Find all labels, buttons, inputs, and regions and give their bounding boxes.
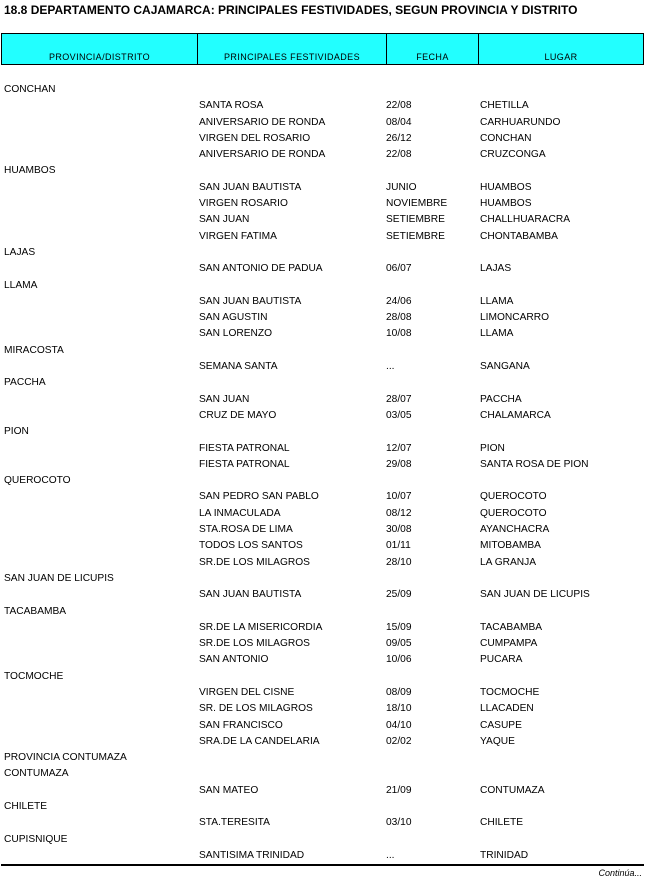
date-cell: 10/08 <box>386 328 412 340</box>
date-cell: 29/08 <box>386 458 412 470</box>
province-district-cell: TOCMOCHE <box>4 670 64 682</box>
place-cell: SAN JUAN DE LICUPIS <box>480 589 590 601</box>
date-cell: ... <box>386 849 395 861</box>
place-cell: LLACADEN <box>480 703 534 715</box>
festivity-cell: STA.ROSA DE LIMA <box>199 524 293 536</box>
place-cell: AYANCHACRA <box>480 524 550 536</box>
table-row <box>0 408 646 424</box>
date-cell: ... <box>386 361 395 373</box>
table-row <box>0 278 646 294</box>
place-cell: CHONTABAMBA <box>480 230 558 242</box>
table-row <box>0 799 646 815</box>
date-cell: 09/05 <box>386 638 412 650</box>
place-cell: CONCHAN <box>480 132 532 144</box>
table-row <box>0 815 646 831</box>
festivity-cell: VIRGEN ROSARIO <box>199 198 288 210</box>
festivity-cell: SAN MATEO <box>199 784 259 796</box>
date-cell: 22/08 <box>386 100 412 112</box>
province-district-cell: PACCHA <box>4 377 46 389</box>
province-district-cell: HUAMBOS <box>4 165 56 177</box>
date-cell: 06/07 <box>386 263 412 275</box>
header-provincia-distrito: PROVINCIA/DISTRITO <box>2 34 198 64</box>
table-row <box>0 734 646 750</box>
festivity-cell: SR.DE LA MISERICORDIA <box>199 621 323 633</box>
table-row <box>0 587 646 603</box>
table-row <box>0 98 646 114</box>
table-row <box>0 343 646 359</box>
place-cell: TRINIDAD <box>480 849 529 861</box>
place-cell: CRUZCONGA <box>480 149 546 161</box>
date-cell: 08/12 <box>386 507 412 519</box>
date-cell: 08/04 <box>386 116 412 128</box>
place-cell: SANGANA <box>480 361 530 373</box>
festivity-cell: SAN LORENZO <box>199 328 273 340</box>
table-row <box>0 294 646 310</box>
table-row <box>0 506 646 522</box>
table-row <box>0 261 646 277</box>
table-row <box>0 229 646 245</box>
province-district-cell: CONTUMAZA <box>4 768 69 780</box>
place-cell: PACCHA <box>480 393 522 405</box>
province-district-cell: CHILETE <box>4 801 48 813</box>
table-row <box>0 669 646 685</box>
table-row <box>0 555 646 571</box>
place-cell: MITOBAMBA <box>480 540 541 552</box>
province-district-cell: LAJAS <box>4 246 36 258</box>
province-district-cell: PION <box>4 426 29 438</box>
table-row <box>0 685 646 701</box>
date-cell: 15/09 <box>386 621 412 633</box>
table-row <box>0 147 646 163</box>
date-cell: 25/09 <box>386 589 412 601</box>
festivity-cell: SAN JUAN <box>199 393 250 405</box>
place-cell: QUEROCOTO <box>480 507 547 519</box>
table-header <box>1 33 644 65</box>
date-cell: 28/07 <box>386 393 412 405</box>
festivity-cell: SAN JUAN BAUTISTA <box>199 181 302 193</box>
date-cell: 08/09 <box>386 686 412 698</box>
table-row <box>0 163 646 179</box>
festivity-cell: SAN FRANCISCO <box>199 719 283 731</box>
table-row <box>0 620 646 636</box>
table-row <box>0 750 646 766</box>
table-row <box>0 473 646 489</box>
festivity-cell: SAN AGUSTIN <box>199 312 268 324</box>
place-cell: CHETILLA <box>480 100 529 112</box>
date-cell: 01/11 <box>386 540 411 552</box>
table-row <box>0 604 646 620</box>
place-cell: LAJAS <box>480 263 512 275</box>
date-cell: 10/07 <box>386 491 412 503</box>
place-cell: TOCMOCHE <box>480 686 540 698</box>
festivity-cell: SANTA ROSA <box>199 100 264 112</box>
table-row <box>0 571 646 587</box>
table-row <box>0 310 646 326</box>
place-cell: CARHUARUNDO <box>480 116 561 128</box>
page-title: 18.8 DEPARTAMENTO CAJAMARCA: PRINCIPALES FESTIVIDADES, SEGUN PROVINCIA Y DISTRITO <box>4 3 578 17</box>
table-row <box>0 245 646 261</box>
table-row <box>0 457 646 473</box>
header-fecha: FECHA <box>387 34 479 64</box>
festivity-cell: SR.DE LOS MILAGROS <box>199 556 310 568</box>
province-district-cell: PROVINCIA CONTUMAZA <box>4 752 127 764</box>
header-lugar: LUGAR <box>544 52 578 62</box>
table-row <box>0 718 646 734</box>
festivity-cell: SAN PEDRO SAN PABLO <box>199 491 319 503</box>
date-cell: 03/10 <box>386 817 412 829</box>
table-row <box>0 522 646 538</box>
table-row <box>0 82 646 98</box>
festivity-cell: STA.TERESITA <box>199 817 270 829</box>
table-row <box>0 538 646 554</box>
place-cell: LA GRANJA <box>480 556 537 568</box>
table-row <box>0 441 646 457</box>
bottom-divider <box>1 864 644 866</box>
table-row <box>0 180 646 196</box>
place-cell: YAQUE <box>480 735 515 747</box>
table-row <box>0 212 646 228</box>
place-cell: PUCARA <box>480 654 523 666</box>
date-cell: JUNIO <box>386 181 417 193</box>
province-district-cell: MIRACOSTA <box>4 344 64 356</box>
date-cell: 26/12 <box>386 132 412 144</box>
place-cell: HUAMBOS <box>480 181 532 193</box>
festivity-cell: LA INMACULADA <box>199 507 281 519</box>
festivity-cell: VIRGEN DEL CISNE <box>199 686 295 698</box>
festivity-cell: SAN ANTONIO DE PADUA <box>199 263 323 275</box>
festivity-cell: SAN JUAN <box>199 214 250 226</box>
province-district-cell: QUEROCOTO <box>4 475 71 487</box>
place-cell: LLAMA <box>480 328 514 340</box>
date-cell: 28/10 <box>386 556 412 568</box>
table-row <box>0 115 646 131</box>
festivity-cell: SAN JUAN BAUTISTA <box>199 295 302 307</box>
festivity-cell: SANTISIMA TRINIDAD <box>199 849 305 861</box>
festivity-cell: ANIVERSARIO DE RONDA <box>199 149 326 161</box>
place-cell: HUAMBOS <box>480 198 532 210</box>
table-row <box>0 375 646 391</box>
place-cell: CUMPAMPA <box>480 638 538 650</box>
province-district-cell: SAN JUAN DE LICUPIS <box>4 572 114 584</box>
table-row <box>0 196 646 212</box>
place-cell: CHALLHUARACRA <box>480 214 571 226</box>
table-row <box>0 636 646 652</box>
place-cell: LLAMA <box>480 295 514 307</box>
festivity-cell: FIESTA PATRONAL <box>199 458 290 470</box>
table-row <box>0 766 646 782</box>
date-cell: 02/02 <box>386 735 412 747</box>
date-cell: SETIEMBRE <box>386 214 445 226</box>
table-row <box>0 392 646 408</box>
date-cell: NOVIEMBRE <box>386 198 448 210</box>
table-row <box>0 848 646 864</box>
festivity-cell: ANIVERSARIO DE RONDA <box>199 116 326 128</box>
festivity-cell: VIRGEN DEL ROSARIO <box>199 132 311 144</box>
province-district-cell: LLAMA <box>4 279 38 291</box>
festivity-cell: SAN ANTONIO <box>199 654 269 666</box>
table-row <box>0 652 646 668</box>
place-cell: CONTUMAZA <box>480 784 545 796</box>
province-district-cell: CUPISNIQUE <box>4 833 68 845</box>
place-cell: SANTA ROSA DE PION <box>480 458 589 470</box>
festivity-cell: CRUZ DE MAYO <box>199 409 277 421</box>
festivity-cell: SEMANA SANTA <box>199 361 278 373</box>
date-cell: 12/07 <box>386 442 412 454</box>
date-cell: 28/08 <box>386 312 412 324</box>
date-cell: SETIEMBRE <box>386 230 445 242</box>
place-cell: CHALAMARCA <box>480 409 551 421</box>
date-cell: 30/08 <box>386 524 412 536</box>
header-principales-festividades: PRINCIPALES FESTIVIDADES <box>198 34 387 64</box>
table-body <box>0 82 646 864</box>
place-cell: LIMONCARRO <box>480 312 550 324</box>
province-district-cell: TACABAMBA <box>4 605 67 617</box>
place-cell: PION <box>480 442 505 454</box>
festivity-cell: FIESTA PATRONAL <box>199 442 290 454</box>
table-row <box>0 832 646 848</box>
place-cell: QUEROCOTO <box>480 491 547 503</box>
continua-note: Continúa... <box>598 868 642 878</box>
festivity-cell: SAN JUAN BAUTISTA <box>199 589 302 601</box>
table-row <box>0 131 646 147</box>
table-row <box>0 489 646 505</box>
date-cell: 04/10 <box>386 719 412 731</box>
date-cell: 22/08 <box>386 149 412 161</box>
festivity-cell: SRA.DE LA CANDELARIA <box>199 735 320 747</box>
festivity-cell: TODOS LOS SANTOS <box>199 540 303 552</box>
table-row <box>0 783 646 799</box>
festivity-cell: VIRGEN FATIMA <box>199 230 277 242</box>
date-cell: 24/06 <box>386 295 412 307</box>
festivity-cell: SR. DE LOS MILAGROS <box>199 703 313 715</box>
date-cell: 03/05 <box>386 409 412 421</box>
table-row <box>0 701 646 717</box>
table-row <box>0 359 646 375</box>
date-cell: 10/06 <box>386 654 412 666</box>
province-district-cell: CONCHAN <box>4 84 56 95</box>
table-row <box>0 424 646 440</box>
festivity-cell: SR.DE LOS MILAGROS <box>199 638 310 650</box>
place-cell: CASUPE <box>480 719 522 731</box>
table-row <box>0 326 646 342</box>
place-cell: TACABAMBA <box>480 621 543 633</box>
date-cell: 18/10 <box>386 703 412 715</box>
date-cell: 21/09 <box>386 784 412 796</box>
place-cell: CHILETE <box>480 817 524 829</box>
